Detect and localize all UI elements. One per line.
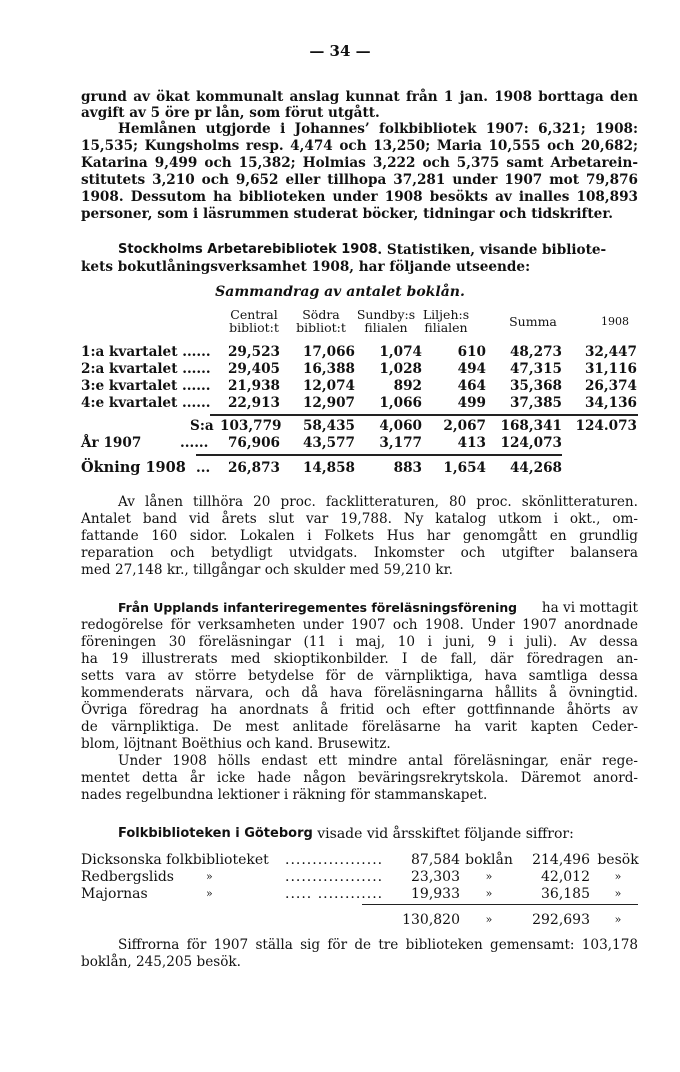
paragraph-line: Övriga föredrag ha anordnats å fritid och efter gottfinnande åhörts av xyxy=(81,702,638,718)
visits-value: 42,012 xyxy=(541,869,590,885)
table-rule xyxy=(210,414,638,416)
row-label: 1:a kvartalet ...... xyxy=(81,344,211,360)
cell: 494 xyxy=(457,361,486,377)
row-label: S:a xyxy=(190,418,214,434)
paragraph-line: personer, som i läsrummen studerat böcker, tidningar och tidskrifter. xyxy=(81,206,613,222)
loans-value: 23,303 xyxy=(411,869,460,885)
section-heading: Från Upplands infanteriregementes föreläsningsförening xyxy=(118,600,518,615)
cell: 1,066 xyxy=(379,395,422,411)
paragraph-line: kets bokutlåningsverksamhet 1908, har följande utseende: xyxy=(81,259,531,275)
paragraph-line: kommenderats närvara, och då hava föreläsningarna hållits å övningtid. xyxy=(81,685,638,701)
cell: 14,858 xyxy=(302,460,355,476)
paragraph-line: föreningen 30 föreläsningar (11 i maj, 10 i juni, 9 i juli). Av dessa xyxy=(81,634,638,650)
paragraph-line: Av lånen tillhöra 20 proc. facklitteraturen, 80 proc. skönlitteraturen. xyxy=(118,494,638,510)
library-name: Redbergslids xyxy=(81,869,174,885)
row-label: 2:a kvartalet ...... xyxy=(81,361,211,377)
cell: 124,073 xyxy=(500,435,562,451)
paragraph-line: Under 1908 hölls endast ett mindre antal föreläsningar, enär rege- xyxy=(118,753,638,769)
paragraph-line: mentet detta år icke hade någon beväringsrekrytskola. Däremot anord- xyxy=(81,770,638,786)
leader-dots: ..... ............ xyxy=(285,886,384,902)
paragraph-line: stitutets 3,210 och 9,652 eller tillhopa 37,281 under 1907 mot 79,876 xyxy=(81,172,638,188)
cell: 58,435 xyxy=(302,418,355,434)
cell: 22,913 xyxy=(227,395,280,411)
cell: 1,654 xyxy=(443,460,486,476)
cell: 1,028 xyxy=(379,361,422,377)
paragraph-text: . Statistiken, visande bibliote- xyxy=(377,242,607,258)
header-line: filialen xyxy=(424,320,468,335)
cell: 32,447 xyxy=(584,344,637,360)
table-rule xyxy=(196,454,562,456)
row-dots: ... xyxy=(196,460,211,476)
paragraph-line: de värnpliktiga. De mest anlitade föreläsarne ha varit kapten Ceder- xyxy=(81,719,638,735)
row-label: År 1907 xyxy=(81,435,142,451)
cell: 892 xyxy=(393,378,422,394)
section-heading-line xyxy=(118,826,638,842)
cell: 413 xyxy=(457,435,486,451)
paragraph-line: ha 19 illustrerats med skioptikonbilder. I de fall, där föredragen an- xyxy=(81,651,638,667)
paragraph-line: Hemlånen utgjorde i Johannes’ folkbibliotek 1907: 6,321; 1908: xyxy=(118,121,638,137)
cell: 29,523 xyxy=(227,344,280,360)
section-heading-line xyxy=(118,242,638,258)
loans-unit: » xyxy=(485,870,493,883)
paragraph-line: blom, löjtnant Boëthius och kand. Brusewitz. xyxy=(81,736,391,752)
cell: 29,405 xyxy=(227,361,280,377)
cell: 26,873 xyxy=(227,460,280,476)
header-line: filialen xyxy=(364,320,408,335)
cell: 12,907 xyxy=(302,395,355,411)
loans-unit: » xyxy=(485,913,493,926)
paragraph-line: Katarina 9,499 och 15,382; Holmias 3,222 och 5,375 samt Arbetarein- xyxy=(81,155,638,171)
visits-unit: besök xyxy=(597,852,639,868)
cell: 47,315 xyxy=(509,361,562,377)
loans-unit: » xyxy=(485,887,493,900)
paragraph-text: visade vid årsskiftet följande siffror: xyxy=(312,826,574,842)
column-header xyxy=(222,308,286,334)
header-line: Central xyxy=(230,307,278,322)
cell: 4,060 xyxy=(379,418,422,434)
cell: 48,273 xyxy=(509,344,562,360)
column-header xyxy=(289,308,353,334)
paragraph-line: reparation och betydligt utvidgats. Inkomster och utgifter balansera xyxy=(81,545,638,561)
cell: 16,388 xyxy=(302,361,355,377)
paragraph-line: med 27,148 kr., tillgångar och skulder med 59,210 kr. xyxy=(81,562,453,578)
visits-value: 36,185 xyxy=(541,886,590,902)
loans-unit: boklån xyxy=(465,852,513,868)
paragraph-line: avgift av 5 öre pr lån, som förut utgått. xyxy=(81,105,380,121)
row-label: 4:e kvartalet ...... xyxy=(81,395,211,411)
row-label: 3:e kvartalet ...... xyxy=(81,378,211,394)
cell: 464 xyxy=(457,378,486,394)
cell: 883 xyxy=(393,460,422,476)
column-header: 1908 xyxy=(601,315,629,328)
header-line: Sundby:s xyxy=(356,307,416,322)
cell: 103,779 xyxy=(220,418,282,434)
header-line: bibliot:t xyxy=(229,320,279,335)
paragraph-line: Antalet band vid årets slut var 19,788. Ny katalog utkom i okt., om- xyxy=(81,511,638,527)
visits-unit: » xyxy=(614,887,622,900)
header-line: Liljeh:s xyxy=(422,307,470,322)
visits-total: 292,693 xyxy=(532,912,590,928)
ditto-mark: » xyxy=(206,870,213,883)
section-heading: Stockholms Arbetarebibliotek 1908 xyxy=(118,242,378,257)
cell: 1,074 xyxy=(379,344,422,360)
cell: 168,341 xyxy=(500,418,562,434)
column-header xyxy=(356,308,416,334)
cell: 43,577 xyxy=(302,435,355,451)
visits-unit: » xyxy=(614,913,622,926)
cell: 499 xyxy=(457,395,486,411)
header-line: Södra xyxy=(302,307,340,322)
visits-unit: » xyxy=(614,870,622,883)
paragraph-line: Siffrorna för 1907 ställa sig för de tre biblioteken gemensamt: 103,178 xyxy=(118,937,638,953)
paragraph-line: fattande 160 sidor. Lokalen i Folkets Hus har genomgått en grundlig xyxy=(81,528,638,544)
cell: 76,906 xyxy=(227,435,280,451)
section-heading-line xyxy=(118,600,638,616)
cell: 21,938 xyxy=(227,378,280,394)
visits-value: 214,496 xyxy=(532,852,590,868)
cell: 610 xyxy=(457,344,486,360)
row-dots: ...... xyxy=(180,435,209,451)
column-header xyxy=(418,308,474,334)
cell: 44,268 xyxy=(509,460,562,476)
leader-dots: .................. xyxy=(285,852,384,868)
cell: 12,074 xyxy=(302,378,355,394)
ditto-mark: » xyxy=(206,887,213,900)
cell: 34,136 xyxy=(584,395,637,411)
cell: 3,177 xyxy=(379,435,422,451)
loans-value: 87,584 xyxy=(411,852,460,868)
cell: 2,067 xyxy=(443,418,486,434)
paragraph-line: grund av ökat kommunalt anslag kunnat från 1 jan. 1908 borttaga den xyxy=(81,89,638,105)
paragraph-line: redogörelse för verksamheten under 1907 och 1908. Under 1907 anordnade xyxy=(81,617,638,633)
paragraph-line: setts vara av större betydelse för de värnpliktiga, hava samtliga dessa xyxy=(81,668,638,684)
cell: 31,116 xyxy=(584,361,637,377)
paragraph-line: boklån, 245,205 besök. xyxy=(81,954,241,970)
header-line: bibliot:t xyxy=(296,320,346,335)
table-rule xyxy=(362,904,638,905)
library-name: Majornas xyxy=(81,886,148,902)
cell: 37,385 xyxy=(509,395,562,411)
leader-dots: .................. xyxy=(285,869,384,885)
row-label: Ökning 1908 xyxy=(81,459,186,476)
column-header: Summa xyxy=(509,314,557,329)
paragraph-line: 1908. Dessutom ha biblioteken under 1908 besökts av inalles 108,893 xyxy=(81,189,638,205)
paragraph-line: nades regelbundna lektioner i räkning för stammanskapet. xyxy=(81,787,488,803)
section-heading: Folkbiblioteken i Göteborg xyxy=(118,826,313,841)
paragraph-line: 15,535; Kungsholms resp. 4,474 och 13,250; Maria 10,555 och 20,682; xyxy=(81,138,638,154)
cell: 124.073 xyxy=(575,418,637,434)
library-name: Dicksonska folkbiblioteket xyxy=(81,852,269,868)
cell: 17,066 xyxy=(302,344,355,360)
paragraph-text: ha vi mottagit xyxy=(537,600,638,616)
table-caption: Sammandrag av antalet boklån. xyxy=(215,284,465,300)
loans-value: 19,933 xyxy=(411,886,460,902)
page-number: — 34 — xyxy=(309,42,371,60)
cell: 35,368 xyxy=(509,378,562,394)
loans-total: 130,820 xyxy=(402,912,460,928)
cell: 26,374 xyxy=(584,378,637,394)
